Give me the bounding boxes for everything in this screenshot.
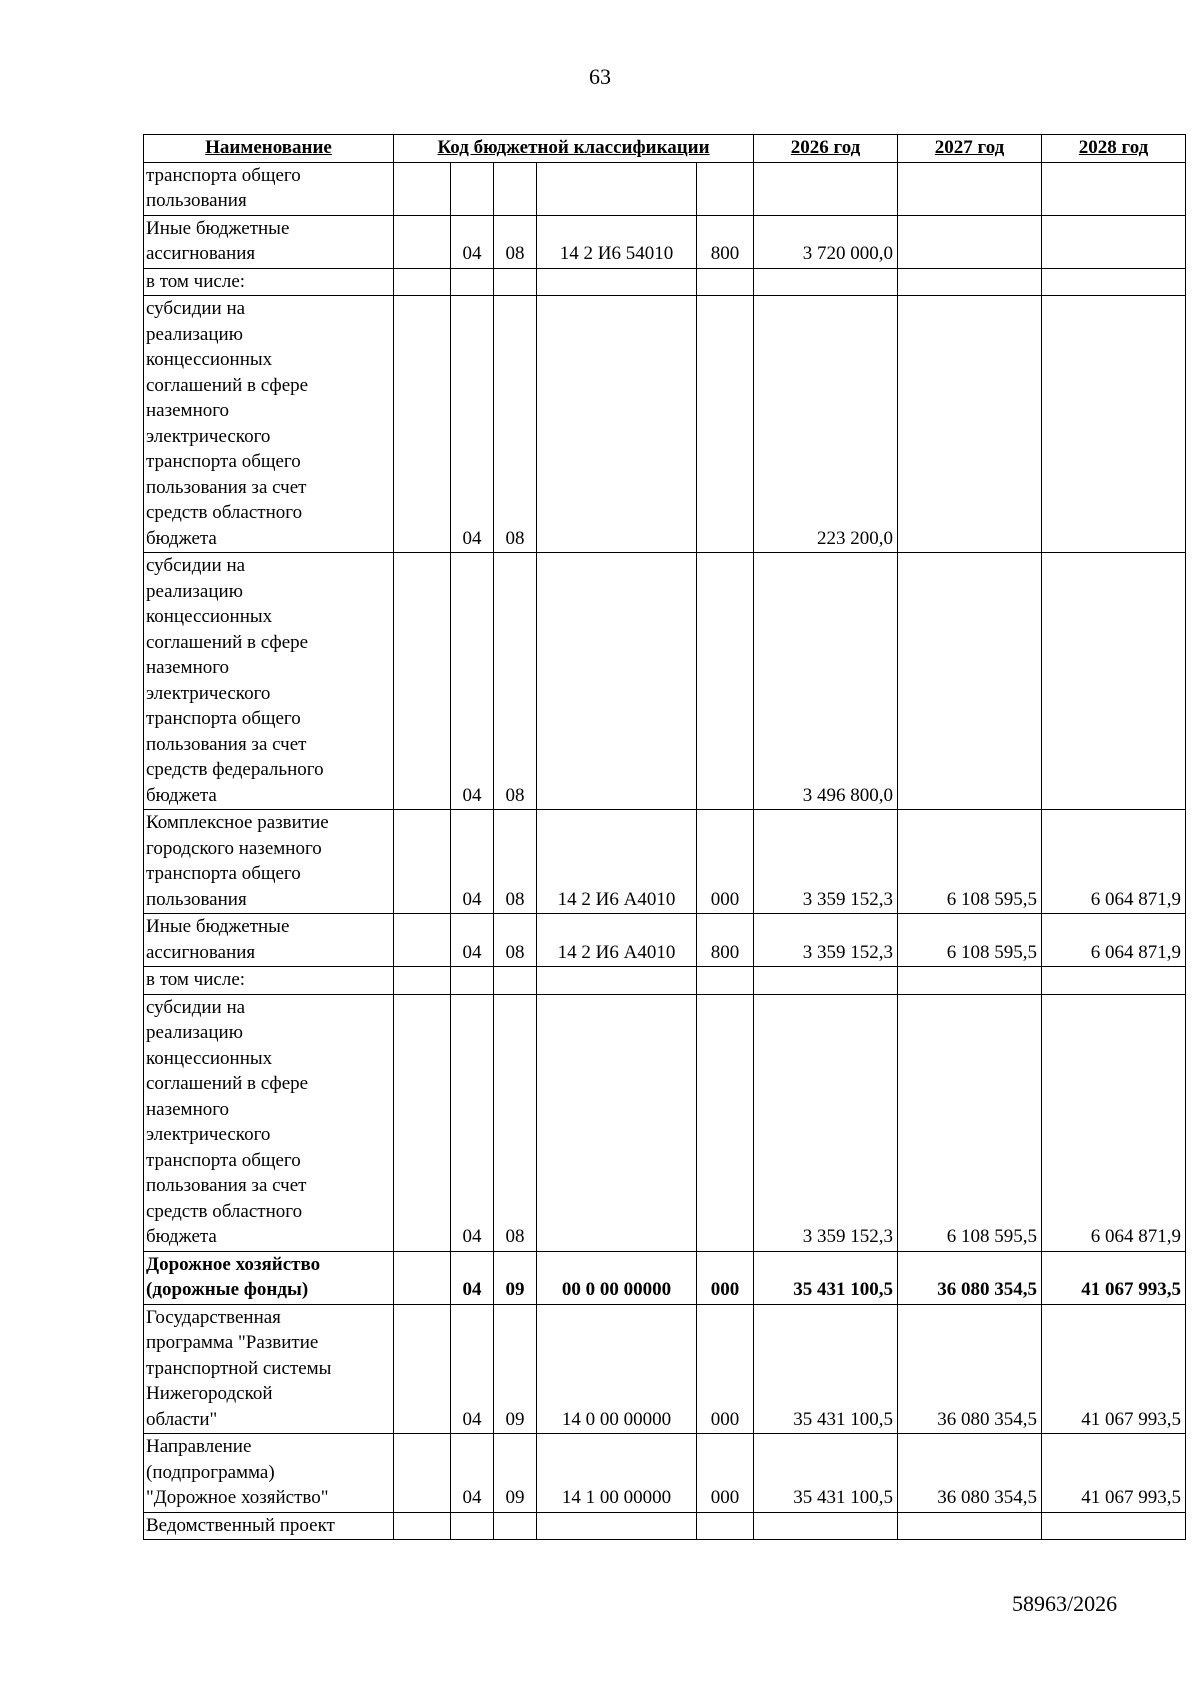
table-row [144,268,1186,296]
row-name: Государственная программа "Развитие транспортной системы Нижегородской области" [144,1304,394,1434]
table-row [144,215,1186,268]
amount-2027 [898,553,1042,810]
table-row [144,914,1186,967]
code-section [451,967,494,995]
code-target-article [537,967,697,995]
row-name: Иные бюджетные ассигнования [144,914,394,967]
code-subsection: 08 [494,914,537,967]
table-row [144,1512,1186,1540]
budget-table [143,134,1186,1540]
empty-cell [394,215,451,268]
code-expense-type: 800 [697,914,754,967]
empty-cell [394,810,451,914]
code-subsection: 09 [494,1251,537,1304]
row-name: Дорожное хозяйство (дорожные фонды) [144,1251,394,1304]
row-name: субсидии на реализацию концессионных соглашений в сфере наземного электрического транспорта общего пользования за счет средств областного бюджета [144,296,394,553]
empty-cell [394,1251,451,1304]
empty-cell [394,1512,451,1540]
amount-2026 [754,268,898,296]
table-row [144,296,1186,553]
code-section [451,268,494,296]
code-target-article: 14 2 И6 А4010 [537,914,697,967]
code-section: 04 [451,1251,494,1304]
table-row [144,967,1186,995]
code-subsection: 08 [494,215,537,268]
amount-2028 [1042,162,1186,215]
code-target-article [537,994,697,1251]
row-name: транспорта общего пользования [144,162,394,215]
code-target-article: 00 0 00 00000 [537,1251,697,1304]
table-row [144,1434,1186,1513]
code-target-article [537,162,697,215]
row-name: Ведомственный проект [144,1512,394,1540]
amount-2027: 6 108 595,5 [898,810,1042,914]
code-subsection [494,162,537,215]
amount-2027: 36 080 354,5 [898,1434,1042,1513]
code-target-article: 14 0 00 00000 [537,1304,697,1434]
row-name: субсидии на реализацию концессионных соглашений в сфере наземного электрического транспорта общего пользования за счет средств федерального бюджета [144,553,394,810]
empty-cell [394,967,451,995]
code-expense-type: 000 [697,810,754,914]
code-subsection: 08 [494,994,537,1251]
amount-2028: 6 064 871,9 [1042,810,1186,914]
amount-2027 [898,296,1042,553]
code-target-article [537,1512,697,1540]
code-section: 04 [451,914,494,967]
row-name: субсидии на реализацию концессионных соглашений в сфере наземного электрического транспорта общего пользования за счет средств областного бюджета [144,994,394,1251]
table-row [144,553,1186,810]
code-expense-type [697,553,754,810]
amount-2026: 35 431 100,5 [754,1251,898,1304]
header-code: Код бюджетной классификации [394,135,754,163]
empty-cell [394,994,451,1251]
code-expense-type: 000 [697,1304,754,1434]
code-expense-type: 000 [697,1251,754,1304]
empty-cell [394,296,451,553]
code-subsection: 08 [494,296,537,553]
amount-2027 [898,215,1042,268]
code-section: 04 [451,994,494,1251]
code-target-article [537,268,697,296]
amount-2028 [1042,1512,1186,1540]
code-subsection: 09 [494,1434,537,1513]
empty-cell [394,268,451,296]
amount-2028 [1042,268,1186,296]
code-expense-type [697,296,754,553]
empty-cell [394,162,451,215]
amount-2028 [1042,215,1186,268]
table-row [144,810,1186,914]
amount-2028: 41 067 993,5 [1042,1434,1186,1513]
amount-2027: 36 080 354,5 [898,1251,1042,1304]
amount-2026: 35 431 100,5 [754,1434,898,1513]
amount-2027: 6 108 595,5 [898,914,1042,967]
amount-2028: 41 067 993,5 [1042,1304,1186,1434]
code-section: 04 [451,553,494,810]
code-target-article: 14 2 И6 54010 [537,215,697,268]
amount-2026: 3 496 800,0 [754,553,898,810]
amount-2027: 6 108 595,5 [898,994,1042,1251]
code-section: 04 [451,1434,494,1513]
header-2028: 2028 год [1042,135,1186,163]
code-target-article: 14 1 00 00000 [537,1434,697,1513]
empty-cell [394,914,451,967]
header-name: Наименование [144,135,394,163]
code-section [451,1512,494,1540]
code-expense-type [697,967,754,995]
code-subsection [494,967,537,995]
code-expense-type: 800 [697,215,754,268]
code-target-article [537,296,697,553]
amount-2026: 3 359 152,3 [754,994,898,1251]
empty-cell [394,1434,451,1513]
amount-2026: 3 720 000,0 [754,215,898,268]
header-2026: 2026 год [754,135,898,163]
amount-2026 [754,967,898,995]
code-section [451,162,494,215]
code-section: 04 [451,1304,494,1434]
document-footer-code: 58963/2026 [1012,1591,1118,1616]
empty-cell [394,1304,451,1434]
code-expense-type [697,268,754,296]
code-subsection: 09 [494,1304,537,1434]
amount-2027: 36 080 354,5 [898,1304,1042,1434]
code-subsection [494,1512,537,1540]
amount-2026: 223 200,0 [754,296,898,553]
amount-2028 [1042,967,1186,995]
amount-2026: 35 431 100,5 [754,1304,898,1434]
amount-2027 [898,268,1042,296]
code-expense-type [697,1512,754,1540]
code-subsection [494,268,537,296]
header-2027: 2027 год [898,135,1042,163]
page-number: 63 [589,64,611,89]
table-body [144,162,1186,1540]
amount-2028 [1042,553,1186,810]
row-name: Направление (подпрограмма) "Дорожное хозяйство" [144,1434,394,1513]
code-section: 04 [451,215,494,268]
amount-2027 [898,162,1042,215]
amount-2026: 3 359 152,3 [754,914,898,967]
amount-2027 [898,1512,1042,1540]
amount-2026 [754,1512,898,1540]
code-target-article: 14 2 И6 А4010 [537,810,697,914]
code-target-article [537,553,697,810]
amount-2026: 3 359 152,3 [754,810,898,914]
table-row [144,994,1186,1251]
amount-2028: 41 067 993,5 [1042,1251,1186,1304]
amount-2027 [898,967,1042,995]
amount-2028: 6 064 871,9 [1042,914,1186,967]
code-section: 04 [451,810,494,914]
code-expense-type: 000 [697,1434,754,1513]
code-expense-type [697,162,754,215]
amount-2026 [754,162,898,215]
table-row [144,1304,1186,1434]
row-name: Иные бюджетные ассигнования [144,215,394,268]
row-name: в том числе: [144,268,394,296]
table-header-row [144,135,1186,163]
row-name: в том числе: [144,967,394,995]
amount-2028 [1042,296,1186,553]
table-row [144,162,1186,215]
table-row [144,1251,1186,1304]
code-subsection: 08 [494,810,537,914]
row-name: Комплексное развитие городского наземного транспорта общего пользования [144,810,394,914]
code-expense-type [697,994,754,1251]
amount-2028: 6 064 871,9 [1042,994,1186,1251]
code-section: 04 [451,296,494,553]
code-subsection: 08 [494,553,537,810]
empty-cell [394,553,451,810]
